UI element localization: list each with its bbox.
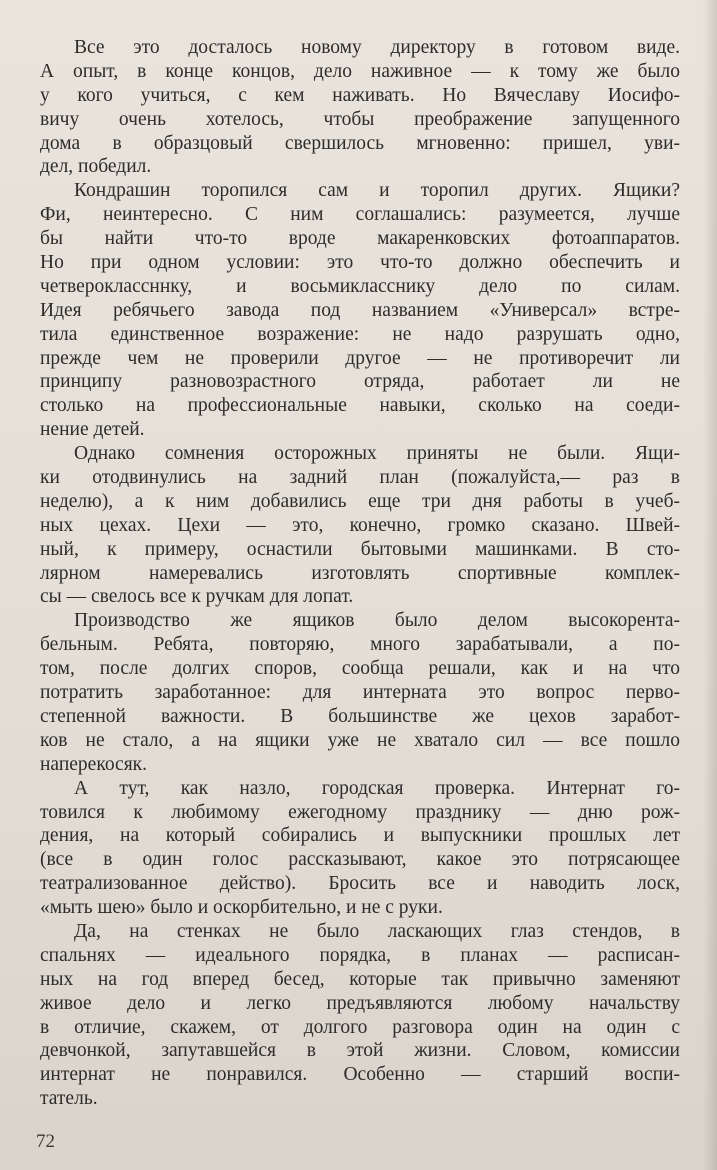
text-line: (все в один голос рассказывают, какое это потрясающее (40, 849, 680, 871)
text-line: наперекосяк. (40, 753, 148, 775)
text-line: бельным. Ребята, повторяю, много зарабатывали, а по- (40, 634, 680, 656)
text-line: дел, победил. (40, 156, 152, 178)
text-line: А опыт, в конце концов, дело наживное — к тому же было (40, 60, 680, 82)
paragraph (40, 609, 680, 776)
text-line: спальнях — идеального порядка, в планах — расписан- (40, 944, 680, 966)
text-line: степенной важности. В большинстве же цехов заработ- (40, 705, 680, 727)
text-line: том, после долгих споров, сообща решали, как и на что (40, 658, 680, 680)
text-line: девчонкой, запутавшейся в этой жизни. Словом, комиссии (40, 1040, 680, 1062)
text-line: А тут, как назло, городская проверка. Интернат го- (74, 777, 680, 799)
text-line: столько на профессиональные навыки, сколько на соеди- (40, 395, 680, 417)
text-line: прежде чем не проверили другое — не противоречит ли (40, 347, 680, 369)
body-text (40, 36, 680, 1111)
text-line: нение детей. (40, 419, 145, 441)
paragraph (40, 36, 680, 179)
text-line: тила единственное возражение: не надо разрушать одно, (40, 323, 680, 345)
text-line: ных на год вперед бесед, которые так привычно заменяют (40, 968, 680, 990)
text-line: неделю), а к ним добавились еще три дня работы в учеб- (40, 490, 680, 512)
text-line: принципу разновозрастного отряда, работает ли не (40, 371, 680, 393)
text-line: Да, на стенках не было ласкающих глаз стендов, в (74, 920, 680, 942)
text-line: ный, к примеру, оснастили бытовыми машинками. В сто- (40, 538, 680, 560)
paragraph (40, 442, 680, 609)
text-line: Но при одном условии: это что-то должно обеспечить и (40, 252, 680, 274)
text-line: Однако сомнения осторожных приняты не были. Ящи- (74, 443, 680, 465)
text-line: в отличие, скажем, от долгого разговора один на один с (40, 1016, 680, 1038)
text-line: товился к любимому ежегодному празднику — дню рож- (40, 801, 680, 823)
text-line: ки отодвинулись на задний план (пожалуйста,— раз в (40, 467, 680, 489)
text-line: интернат не понравился. Особенно — старший воспи- (40, 1064, 680, 1086)
text-line: у кого учиться, с кем наживать. Но Вячеславу Иосифо- (40, 84, 680, 106)
page-number: 72 (36, 1131, 55, 1152)
text-line: лярном намеревались изготовлять спортивные комплек- (40, 562, 680, 584)
text-line: Кондрашин торопился сам и торопил других. Ящики? (74, 180, 680, 202)
text-line: четвероклассннку, и восьмикласснику дело по силам. (40, 275, 680, 297)
text-line: живое дело и легко предъявляются любому начальству (40, 992, 680, 1014)
text-line: потратить заработанное: для интерната это вопрос перво- (40, 682, 680, 704)
paragraph (40, 777, 680, 920)
text-line: дома в образцовый свершилось мгновенно: пришел, уви- (40, 132, 680, 154)
page-edge-shadow (703, 0, 717, 1170)
text-line: ков не стало, а на ящики уже не хватало сил — все пошло (40, 729, 680, 751)
text-line: «мыть шею» было и оскорбительно, и не с руки. (40, 897, 443, 919)
text-line: татель. (40, 1088, 98, 1110)
paragraph (40, 920, 680, 1111)
text-line: сы — свелось все к ручкам для лопат. (40, 586, 354, 608)
text-line: театрализованное действо). Бросить все и наводить лоск, (40, 873, 680, 895)
text-line: ных цехах. Цехи — это, конечно, громко сказано. Швей- (40, 514, 680, 536)
paragraph (40, 179, 680, 442)
text-line: Идея ребячьего завода под названием «Универсал» встре- (40, 299, 680, 321)
text-line: Все это досталось новому директору в готовом виде. (74, 37, 680, 58)
text-line: Фи, неинтересно. С ним соглашались: разумеется, лучше (40, 204, 680, 226)
text-line: вичу очень хотелось, чтобы преображение запущенного (40, 108, 680, 130)
text-line: бы найти что-то вроде макаренковских фотоаппаратов. (40, 228, 680, 250)
text-line: дения, на который собирались и выпускники прошлых лет (40, 825, 680, 847)
text-line: Производство же ящиков было делом высокорента- (74, 610, 680, 632)
